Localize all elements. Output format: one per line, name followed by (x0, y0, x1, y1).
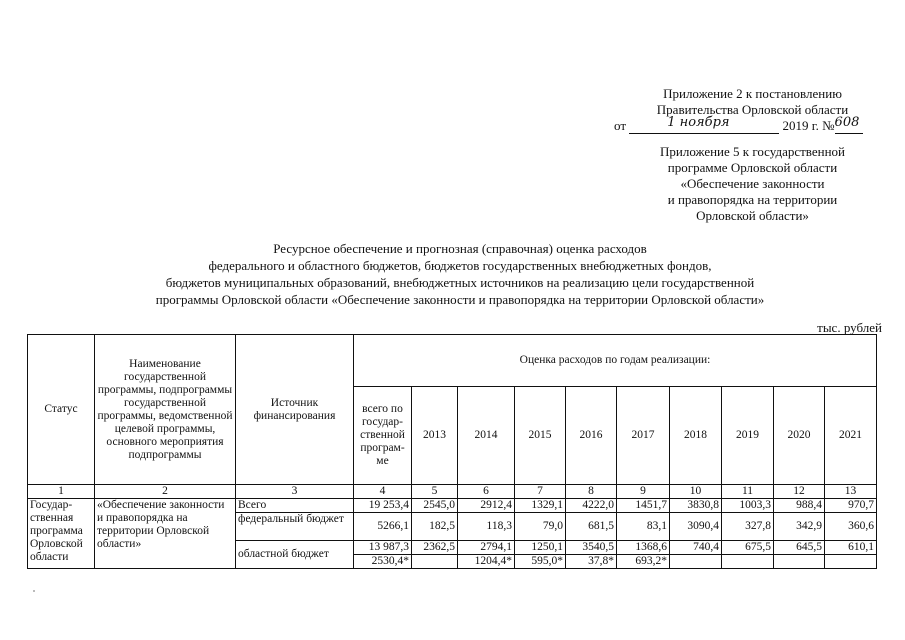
value-cell: 37,8* (566, 555, 617, 569)
header-year: 2017 (617, 387, 670, 485)
header-year: 2021 (825, 387, 877, 485)
program-cell: «Обеспечение законности и правопорядка на территории Орловской области» (95, 499, 236, 569)
value-cell: 360,6 (825, 513, 877, 541)
value-cell: 610,1 (825, 541, 877, 555)
value-cell: 693,2* (617, 555, 670, 569)
value-cell: 2362,5 (412, 541, 458, 555)
value-cell: 2545,0 (412, 499, 458, 513)
value-cell: 2530,4* (354, 555, 412, 569)
appendix5-line: программе Орловской области (667, 160, 838, 175)
source-cell: федеральный бюджет (236, 513, 354, 541)
title-line: бюджетов муниципальных образований, внебюджетных источников на реализацию цели государственной (165, 275, 755, 290)
value-cell: 118,3 (458, 513, 515, 541)
header-year: 2016 (566, 387, 617, 485)
column-number: 2 (95, 485, 236, 499)
appendix5-line: «Обеспечение законности (680, 176, 825, 191)
column-numbers-row (28, 485, 877, 499)
value-cell: 3090,4 (670, 513, 722, 541)
value-cell: 595,0* (515, 555, 566, 569)
column-number: 8 (566, 485, 617, 499)
value-cell (774, 555, 825, 569)
value-cell: 327,8 (722, 513, 774, 541)
value-cell: 2912,4 (458, 499, 515, 513)
value-cell: 1368,6 (617, 541, 670, 555)
value-cell (412, 555, 458, 569)
source-cell: областной бюджет (236, 541, 354, 569)
column-number: 1 (28, 485, 95, 499)
column-number: 4 (354, 485, 412, 499)
value-cell: 2794,1 (458, 541, 515, 555)
value-cell: 988,4 (774, 499, 825, 513)
value-cell: 3830,8 (670, 499, 722, 513)
value-cell: 970,7 (825, 499, 877, 513)
appendix-header (600, 86, 905, 224)
appendix5-line: Орловской области» (696, 208, 809, 223)
column-number: 3 (236, 485, 354, 499)
appendix-org: Правительства Орловской области (656, 102, 849, 117)
column-number: 5 (412, 485, 458, 499)
header-name: Наименование государственной программы, подпрограммы государственной программы, ведомственной целевой программы, основного мероприятия подпрограммы (95, 335, 236, 485)
number-underline (834, 115, 863, 134)
column-number: 10 (670, 485, 722, 499)
value-cell: 675,5 (722, 541, 774, 555)
status-cell: Государ-ственная программа Орловской области (28, 499, 95, 569)
value-cell: 1003,3 (722, 499, 774, 513)
header-year: 2013 (412, 387, 458, 485)
column-number: 12 (774, 485, 825, 499)
value-cell: 83,1 (617, 513, 670, 541)
appendix5-line: и правопорядка на территории (667, 192, 838, 207)
column-number: 9 (617, 485, 670, 499)
source-cell: Всего (236, 499, 354, 513)
header-year: 2018 (670, 387, 722, 485)
value-cell: 5266,1 (354, 513, 412, 541)
value-cell: 1204,4* (458, 555, 515, 569)
header-status: Статус (28, 335, 95, 485)
number-handwritten: 608 (834, 115, 860, 130)
header-year: 2014 (458, 387, 515, 485)
header-year: 2020 (774, 387, 825, 485)
value-cell (670, 555, 722, 569)
column-number: 11 (722, 485, 774, 499)
value-cell: 740,4 (670, 541, 722, 555)
header-source: Источник финансирования (236, 335, 354, 485)
value-cell: 13 987,3 (354, 541, 412, 555)
value-cell: 3540,5 (566, 541, 617, 555)
value-cell: 19 253,4 (354, 499, 412, 513)
value-cell: 182,5 (412, 513, 458, 541)
title-line: Ресурсное обеспечение и прогнозная (справочная) оценка расходов (273, 241, 647, 256)
date-handwritten: 1 ноября (667, 115, 730, 130)
column-number: 13 (825, 485, 877, 499)
value-cell: 4222,0 (566, 499, 617, 513)
appendix-title: Приложение 2 к постановлению (663, 86, 842, 101)
value-cell (722, 555, 774, 569)
budget-table (27, 334, 877, 569)
header-total: всего по государ-ственной програм-ме (354, 387, 412, 485)
date-line (600, 115, 905, 134)
table-row (28, 499, 877, 513)
value-cell: 342,9 (774, 513, 825, 541)
title-line: программы Орловской области «Обеспечение законности и правопорядка на территории Орловской области» (155, 292, 765, 307)
title-line: федерального и областного бюджетов, бюджетов государственных внебюджетных фондов, (208, 258, 712, 273)
document-title (40, 240, 880, 308)
value-cell: 645,5 (774, 541, 825, 555)
value-cell: 1451,7 (617, 499, 670, 513)
units-label: тыс. рублей (817, 320, 882, 335)
value-cell: 79,0 (515, 513, 566, 541)
header-year: 2015 (515, 387, 566, 485)
value-cell: 681,5 (566, 513, 617, 541)
value-cell: 1250,1 (515, 541, 566, 555)
column-number: 7 (515, 485, 566, 499)
date-year: 2019 г. № (782, 118, 835, 133)
appendix5-line: Приложение 5 к государственной (660, 144, 845, 159)
scan-speck (33, 590, 35, 592)
header-year: 2019 (722, 387, 774, 485)
date-prefix: от (614, 118, 627, 133)
column-number: 6 (458, 485, 515, 499)
value-cell (825, 555, 877, 569)
date-underline (629, 115, 779, 134)
value-cell: 1329,1 (515, 499, 566, 513)
header-estimate: Оценка расходов по годам реализации: (354, 335, 877, 387)
